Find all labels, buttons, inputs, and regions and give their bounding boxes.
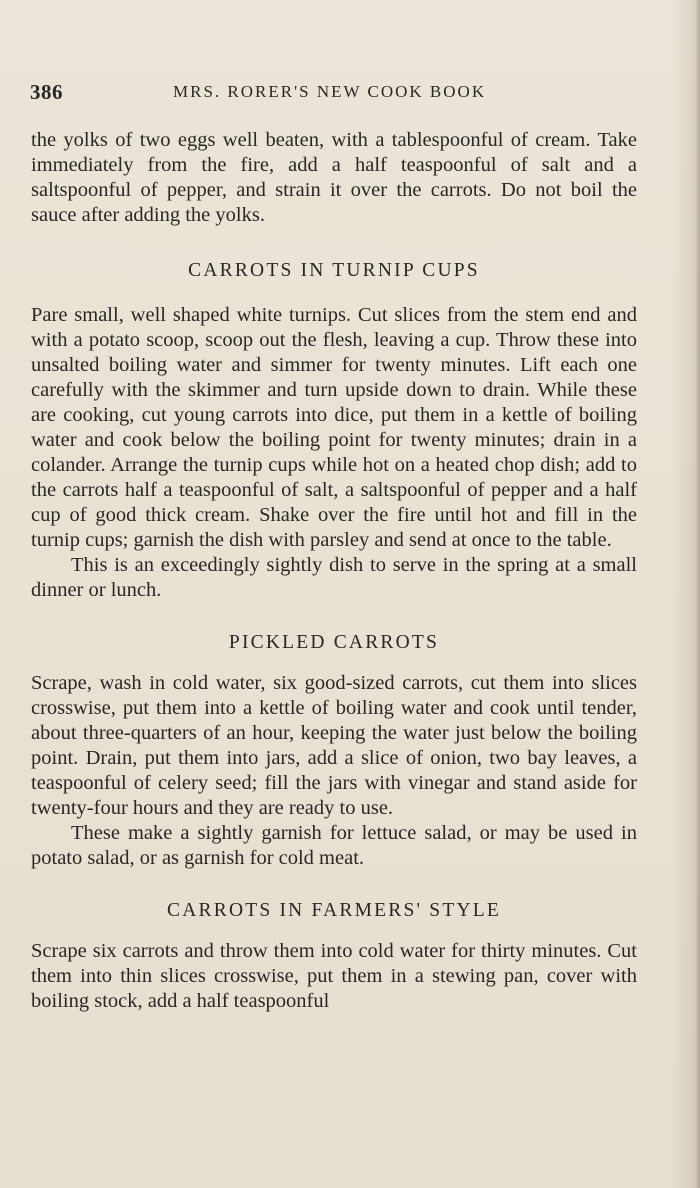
page-body	[31, 128, 637, 1014]
section-title-turnip-cups: CARROTS IN TURNIP CUPS	[188, 260, 480, 281]
page-number: 386	[30, 80, 63, 104]
page-edge-shadow	[695, 0, 700, 1188]
page-header	[30, 80, 670, 110]
pickled-carrots-paragraph-2: These make a sightly garnish for lettuce salad, or may be used in potato salad, or as garnish for cold meat.	[31, 822, 637, 869]
intro-paragraph: the yolks of two eggs well beaten, with a tablespoonful of cream. Take immediately from the fire, add a half teaspoonful of salt and a saltspoonful of pepper, and strain it over the carrots. Do not boil the sauce after adding the yolks.	[31, 129, 637, 226]
pickled-carrots-paragraph-1: Scrape, wash in cold water, six good-sized carrots, cut them into slices crosswise, put them into a kettle of boiling water and cook until tender, about three-quarters of an hour, keeping the water just below the boiling point. Drain, put them into jars, add a slice of onion, two bay leaves, a teaspoonful of celery seed; fill the jars with vinegar and stand aside for twenty-four hours and they are ready to use.	[31, 672, 637, 819]
turnip-cups-paragraph-1: Pare small, well shaped white turnips. Cut slices from the stem end and with a potato scoop, scoop out the flesh, leaving a cup. Throw these into unsalted boiling water and simmer for twenty minutes. Lift each one carefully with the skimmer and turn upside down to drain. While these are cooking, cut young carrots into dice, put them in a kettle of boiling water and cook below the boiling point for twenty minutes; drain in a colander. Arrange the turnip cups while hot on a heated chop dish; add to the carrots half a teaspoonful of salt, a saltspoonful of pepper and a half cup of good thick cream. Shake over the fire until hot and fill in the turnip cups; garnish the dish with parsley and send at once to the table.	[31, 304, 637, 551]
turnip-cups-paragraph-2: This is an exceedingly sightly dish to serve in the spring at a small dinner or lunch.	[31, 554, 637, 601]
farmers-style-paragraph-1: Scrape six carrots and throw them into cold water for thirty minutes. Cut them into thin slices crosswise, put them in a stewing pan, cover with boiling stock, add a half teaspoonful	[31, 940, 637, 1012]
running-head: MRS. RORER'S NEW COOK BOOK	[173, 82, 487, 101]
section-title-pickled-carrots: PICKLED CARROTS	[228, 632, 440, 653]
section-title-farmers-style: CARROTS IN FARMERS' STYLE	[167, 900, 501, 921]
